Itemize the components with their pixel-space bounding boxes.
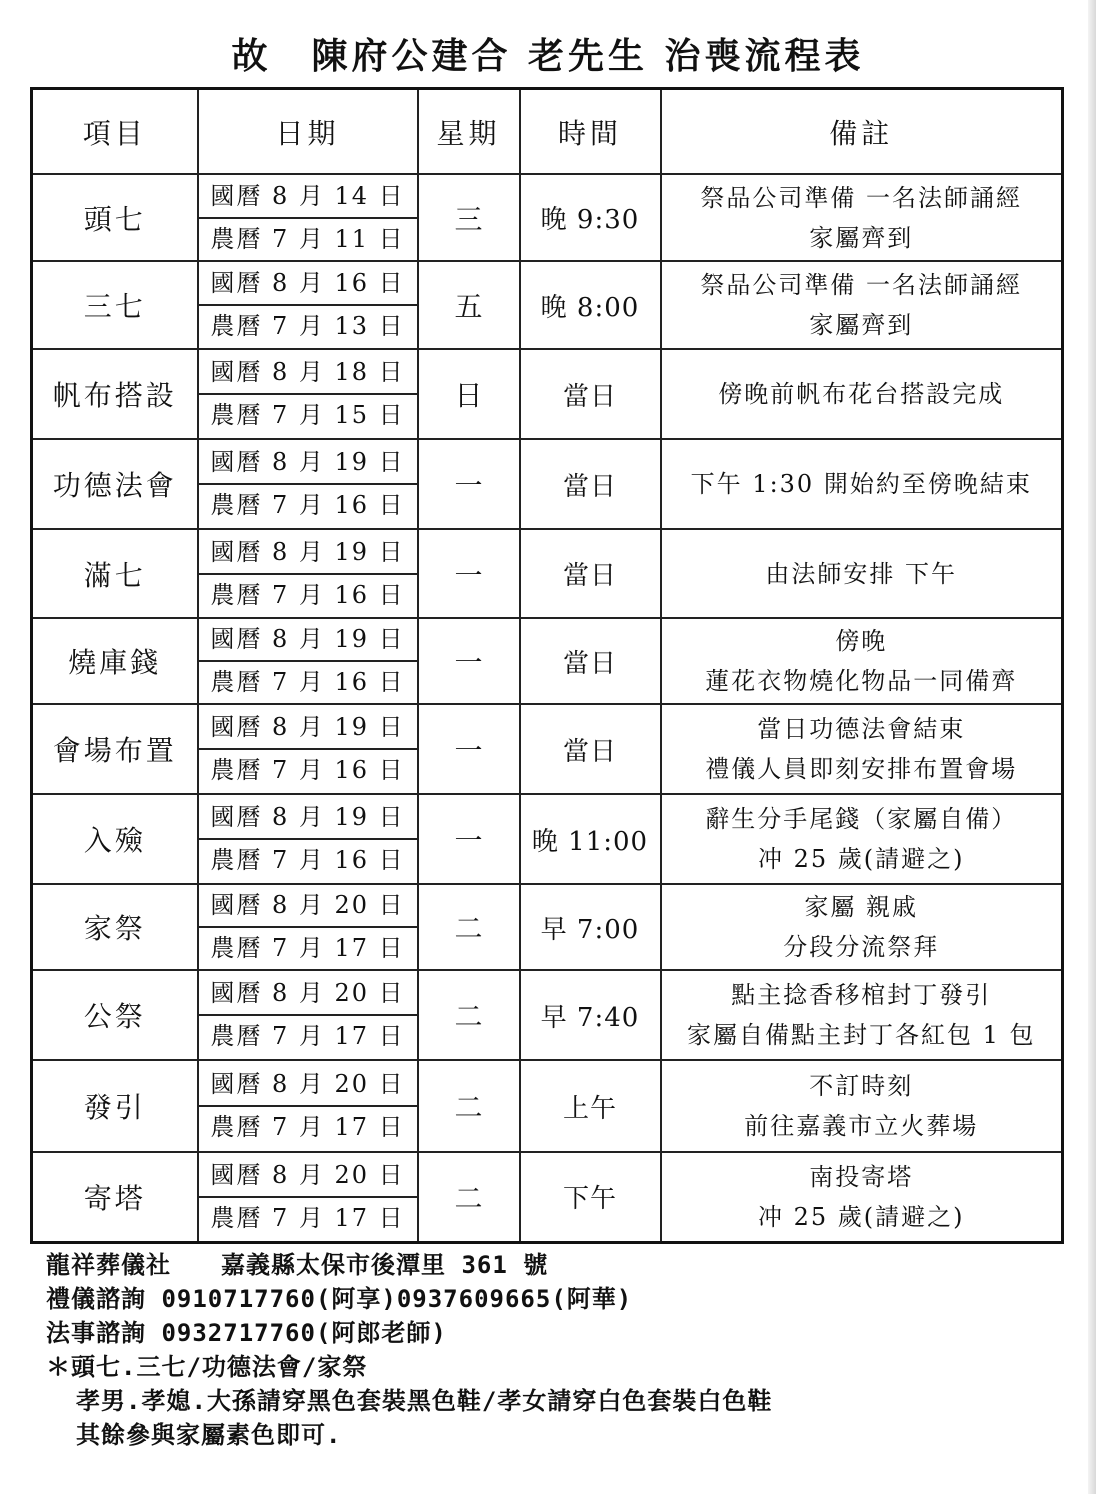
time-cell: 上午 xyxy=(520,1060,661,1152)
note-line: 家屬自備點主封丁各紅包 1 包 xyxy=(686,1021,1036,1049)
date-cell xyxy=(198,529,418,618)
item-cell: 燒庫錢 xyxy=(32,618,198,704)
lunar-date: 農曆 7 月 17 日 xyxy=(210,1022,405,1050)
note-line: 冲 25 歲(請避之) xyxy=(757,845,965,873)
dress-note-line-1: 孝男.孝媳.大孫請穿黑色套裝黑色鞋/孝女請穿白色套裝白色鞋 xyxy=(76,1387,773,1415)
date-cell xyxy=(198,884,418,970)
time-cell: 早 7:40 xyxy=(520,970,661,1060)
time-cell: 當日 xyxy=(520,704,661,794)
weekday-cell: 二 xyxy=(418,970,520,1060)
notes-cell xyxy=(661,618,1063,704)
date-cell xyxy=(198,349,418,439)
note-line: 蓮花衣物燒化物品一同備齊 xyxy=(705,667,1018,695)
lunar-date: 農曆 7 月 16 日 xyxy=(210,580,405,609)
funeral-schedule-table xyxy=(30,87,1064,1244)
notes-cell xyxy=(661,439,1063,529)
weekday-cell: 三 xyxy=(418,174,520,261)
header-notes: 備註 xyxy=(661,89,1063,175)
solar-date: 國曆 8 月 20 日 xyxy=(199,973,417,1016)
note-line: 點主捻香移棺封丁發引 xyxy=(731,981,992,1009)
time-cell: 晚 11:00 xyxy=(520,794,661,884)
time-cell: 當日 xyxy=(520,529,661,618)
time-cell: 晚 8:00 xyxy=(520,261,661,349)
table-row xyxy=(32,794,1063,884)
note-line: 禮儀人員即刻安排布置會場 xyxy=(705,755,1018,783)
table-row xyxy=(32,1060,1063,1152)
solar-date: 國曆 8 月 19 日 xyxy=(199,442,417,485)
ritual-contact: 法事諮詢 0932717760(阿郎老師) xyxy=(46,1319,447,1347)
date-cell xyxy=(198,970,418,1060)
table-row xyxy=(32,529,1063,618)
lunar-date: 農曆 7 月 13 日 xyxy=(210,312,405,340)
date-cell xyxy=(198,439,418,529)
time-cell: 下午 xyxy=(520,1152,661,1242)
time-cell: 當日 xyxy=(520,439,661,529)
weekday-cell: 一 xyxy=(418,618,520,704)
notes-cell xyxy=(661,970,1063,1060)
solar-date: 國曆 8 月 19 日 xyxy=(199,707,417,750)
weekday-cell: 二 xyxy=(418,1152,520,1242)
date-cell xyxy=(198,261,418,349)
date-cell xyxy=(198,618,418,704)
note-line: 由法師安排 下午 xyxy=(765,559,958,588)
lunar-date: 農曆 7 月 15 日 xyxy=(210,401,405,429)
solar-date: 國曆 8 月 19 日 xyxy=(199,797,417,840)
weekday-cell: 五 xyxy=(418,261,520,349)
item-cell: 家祭 xyxy=(32,884,198,970)
ceremony-contact: 禮儀諮詢 0910717760(阿享)0937609665(阿華) xyxy=(46,1285,633,1313)
weekday-cell: 日 xyxy=(418,349,520,439)
notes-cell xyxy=(661,174,1063,261)
header-time: 時間 xyxy=(520,89,661,175)
company-address: 龍祥葬儀社 嘉義縣太保市後潭里 361 號 xyxy=(46,1251,549,1279)
note-line: 傍晚 xyxy=(835,627,888,655)
header-item: 項目 xyxy=(32,89,198,175)
lunar-date: 農曆 7 月 17 日 xyxy=(210,934,405,962)
solar-date: 國曆 8 月 20 日 xyxy=(199,1155,417,1198)
item-cell: 三七 xyxy=(32,261,198,349)
notes-cell xyxy=(661,261,1063,349)
note-line: 冲 25 歲(請避之) xyxy=(757,1202,965,1231)
item-cell: 功德法會 xyxy=(32,439,198,529)
note-line: 前往嘉義市立火葬場 xyxy=(744,1112,979,1140)
item-cell: 頭七 xyxy=(32,174,198,261)
item-cell: 發引 xyxy=(32,1060,198,1152)
header-weekday: 星期 xyxy=(418,89,520,175)
note-line: 不訂時刻 xyxy=(809,1072,914,1100)
weekday-cell: 一 xyxy=(418,529,520,618)
solar-date: 國曆 8 月 20 日 xyxy=(199,1064,417,1107)
lunar-date: 農曆 7 月 17 日 xyxy=(210,1113,405,1141)
item-cell: 會場布置 xyxy=(32,704,198,794)
time-cell: 當日 xyxy=(520,618,661,704)
notes-cell xyxy=(661,704,1063,794)
weekday-cell: 一 xyxy=(418,704,520,794)
date-cell xyxy=(198,1060,418,1152)
page-title: 故 陳府公建合 老先生 治喪流程表 xyxy=(231,36,865,77)
solar-date: 國曆 8 月 19 日 xyxy=(199,619,417,662)
weekday-cell: 一 xyxy=(418,794,520,884)
date-cell xyxy=(198,794,418,884)
table-row xyxy=(32,618,1063,704)
note-line: 祭品公司準備 一名法師誦經 xyxy=(700,271,1023,299)
time-cell: 晚 9:30 xyxy=(520,174,661,261)
lunar-date: 農曆 7 月 16 日 xyxy=(210,491,405,519)
notes-cell xyxy=(661,1060,1063,1152)
note-line: 家屬 親戚 xyxy=(804,893,919,921)
note-line: 當日功德法會結束 xyxy=(757,715,966,743)
note-line: 南投寄塔 xyxy=(809,1162,914,1191)
note-line: 下午 1:30 開始約至傍晚結束 xyxy=(690,470,1032,498)
item-cell: 公祭 xyxy=(32,970,198,1060)
note-line: 傍晚前帆布花台搭設完成 xyxy=(718,380,1005,408)
lunar-date: 農曆 7 月 16 日 xyxy=(210,846,405,874)
lunar-date: 農曆 7 月 17 日 xyxy=(210,1203,405,1232)
date-cell xyxy=(198,174,418,261)
note-line: 家屬齊到 xyxy=(809,223,914,252)
table-row xyxy=(32,174,1063,261)
header-date: 日期 xyxy=(198,89,418,175)
table-header-row xyxy=(32,89,1063,175)
weekday-cell: 一 xyxy=(418,439,520,529)
weekday-cell: 二 xyxy=(418,884,520,970)
note-line: 家屬齊到 xyxy=(809,311,914,339)
time-cell: 早 7:00 xyxy=(520,884,661,970)
date-cell xyxy=(198,704,418,794)
solar-date: 國曆 8 月 19 日 xyxy=(199,532,417,575)
item-cell: 寄塔 xyxy=(32,1152,198,1242)
table-row xyxy=(32,439,1063,529)
notes-cell xyxy=(661,794,1063,884)
item-cell: 入殮 xyxy=(32,794,198,884)
table-row xyxy=(32,704,1063,794)
item-cell: 滿七 xyxy=(32,529,198,618)
page-edge xyxy=(1088,0,1096,1494)
time-cell: 當日 xyxy=(520,349,661,439)
solar-date: 國曆 8 月 16 日 xyxy=(199,263,417,306)
notes-cell xyxy=(661,884,1063,970)
notes-cell xyxy=(661,529,1063,618)
lunar-date: 農曆 7 月 16 日 xyxy=(210,756,405,784)
dress-note-title: ＊頭七.三七/功德法會/家祭 xyxy=(46,1353,368,1381)
table-row xyxy=(32,349,1063,439)
solar-date: 國曆 8 月 18 日 xyxy=(199,352,417,395)
table-row xyxy=(32,261,1063,349)
solar-date: 國曆 8 月 14 日 xyxy=(199,176,417,219)
lunar-date: 農曆 7 月 16 日 xyxy=(210,668,405,696)
note-line: 分段分流祭拜 xyxy=(783,933,940,961)
lunar-date: 農曆 7 月 11 日 xyxy=(210,224,405,253)
notes-cell xyxy=(661,349,1063,439)
table-row xyxy=(32,884,1063,970)
solar-date: 國曆 8 月 20 日 xyxy=(199,885,417,928)
note-line: 辭生分手尾錢（家屬自備） xyxy=(705,805,1018,833)
footer-info xyxy=(46,1248,1056,1452)
notes-cell xyxy=(661,1152,1063,1242)
weekday-cell: 二 xyxy=(418,1060,520,1152)
dress-note-line-2: 其餘參與家屬素色即可. xyxy=(76,1421,342,1449)
note-line: 祭品公司準備 一名法師誦經 xyxy=(700,183,1023,212)
date-cell xyxy=(198,1152,418,1242)
item-cell: 帆布搭設 xyxy=(32,349,198,439)
table-row xyxy=(32,1152,1063,1242)
table-row xyxy=(32,970,1063,1060)
